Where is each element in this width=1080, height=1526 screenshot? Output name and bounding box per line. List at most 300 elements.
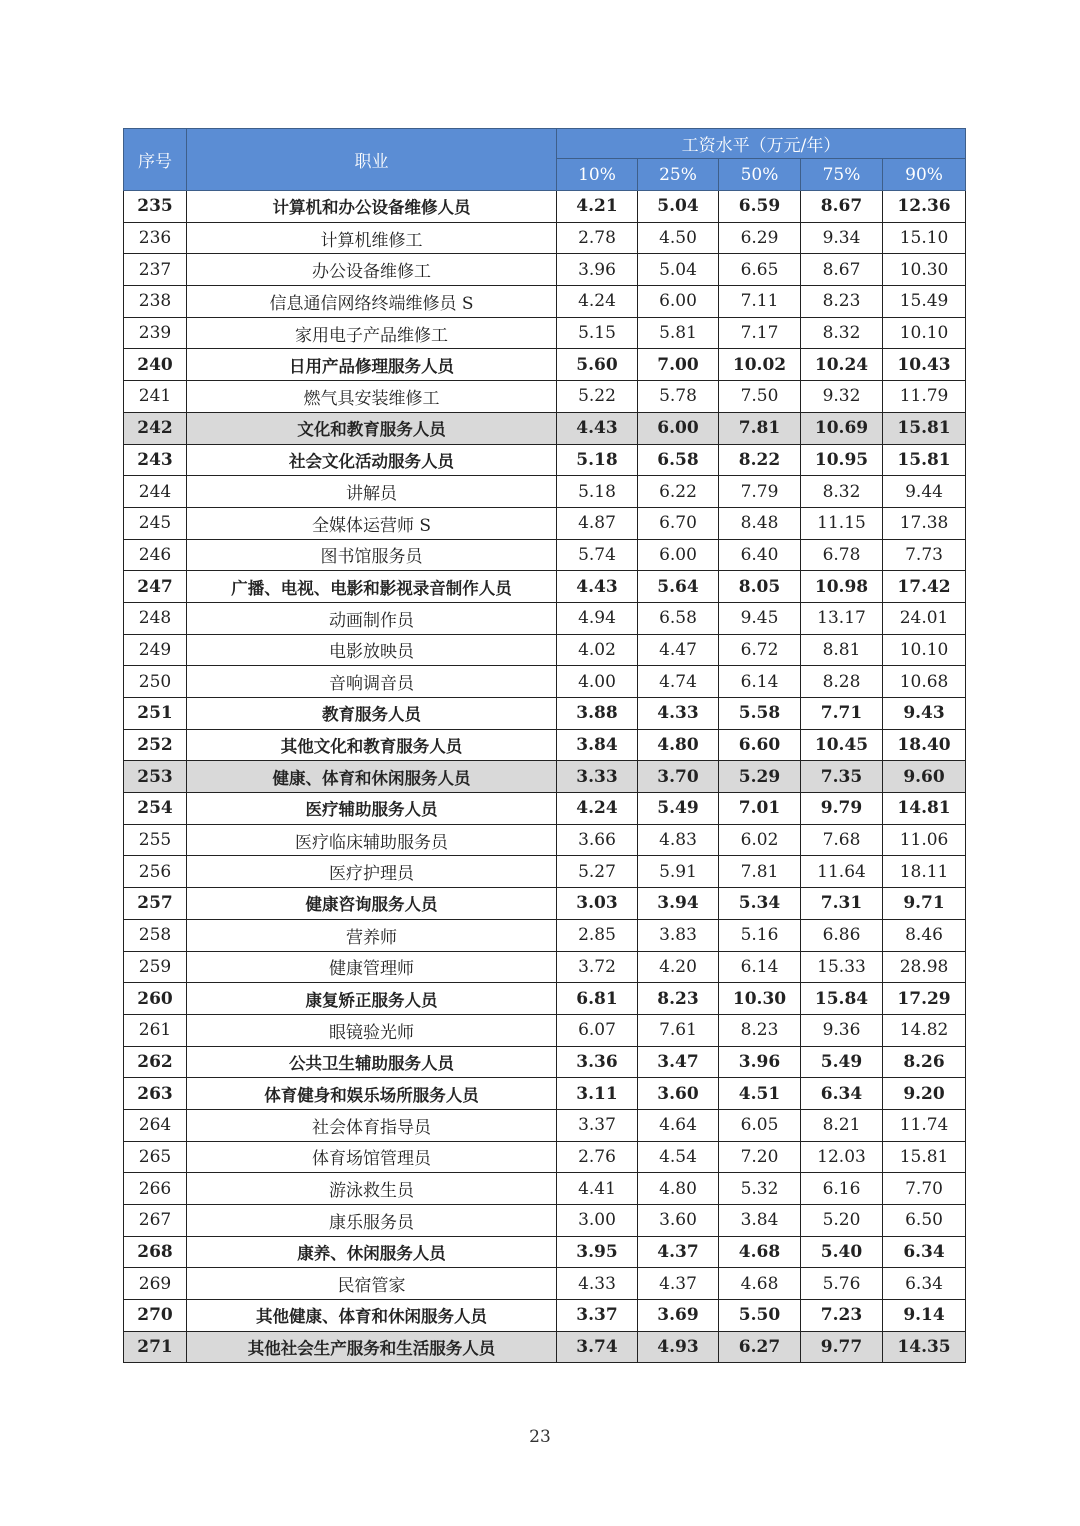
row-wage-p10: 3.11 <box>557 1078 638 1110</box>
table-row <box>124 444 966 476</box>
row-index: 243 <box>124 444 187 476</box>
row-job: 康养、休闲服务人员 <box>187 1236 557 1268</box>
row-wage-p75: 8.28 <box>801 666 883 698</box>
row-job: 民宿管家 <box>187 1268 557 1300</box>
row-wage-p90: 9.14 <box>883 1300 966 1332</box>
header-wage-level: 工资水平（万元/年） <box>557 129 966 159</box>
row-wage-p90: 15.49 <box>883 286 966 318</box>
row-wage-p50: 5.34 <box>719 888 801 920</box>
row-job: 社会文化活动服务人员 <box>187 444 557 476</box>
row-wage-p75: 7.31 <box>801 888 883 920</box>
row-wage-p10: 6.81 <box>557 983 638 1015</box>
row-wage-p25: 5.04 <box>638 254 719 286</box>
row-index: 251 <box>124 698 187 730</box>
row-job: 眼镜验光师 <box>187 1014 557 1046</box>
table-row <box>124 571 966 603</box>
row-job: 计算机维修工 <box>187 222 557 254</box>
row-job: 教育服务人员 <box>187 698 557 730</box>
row-job: 其他文化和教育服务人员 <box>187 729 557 761</box>
table-row <box>124 1109 966 1141</box>
table-row <box>124 824 966 856</box>
row-wage-p75: 10.45 <box>801 729 883 761</box>
row-wage-p50: 6.14 <box>719 951 801 983</box>
row-index: 235 <box>124 191 187 223</box>
row-wage-p90: 14.81 <box>883 793 966 825</box>
row-wage-p90: 14.35 <box>883 1331 966 1363</box>
row-wage-p10: 5.74 <box>557 539 638 571</box>
table-row <box>124 1331 966 1363</box>
row-wage-p50: 6.14 <box>719 666 801 698</box>
row-index: 265 <box>124 1141 187 1173</box>
row-wage-p25: 4.80 <box>638 1173 719 1205</box>
row-wage-p90: 10.10 <box>883 317 966 349</box>
row-index: 245 <box>124 507 187 539</box>
row-wage-p50: 10.02 <box>719 349 801 381</box>
row-wage-p25: 7.00 <box>638 349 719 381</box>
row-wage-p90: 11.74 <box>883 1109 966 1141</box>
table-row <box>124 634 966 666</box>
row-index: 266 <box>124 1173 187 1205</box>
row-wage-p50: 3.96 <box>719 1046 801 1078</box>
row-index: 259 <box>124 951 187 983</box>
row-wage-p75: 7.71 <box>801 698 883 730</box>
row-wage-p75: 7.35 <box>801 761 883 793</box>
wage-table-container <box>123 128 965 1363</box>
row-wage-p10: 4.00 <box>557 666 638 698</box>
row-index: 262 <box>124 1046 187 1078</box>
row-wage-p10: 5.27 <box>557 856 638 888</box>
table-row <box>124 602 966 634</box>
row-job: 图书馆服务员 <box>187 539 557 571</box>
row-wage-p25: 4.80 <box>638 729 719 761</box>
row-wage-p25: 6.00 <box>638 539 719 571</box>
row-wage-p50: 8.23 <box>719 1014 801 1046</box>
row-wage-p50: 6.60 <box>719 729 801 761</box>
row-wage-p75: 5.76 <box>801 1268 883 1300</box>
table-row <box>124 191 966 223</box>
row-job: 广播、电视、电影和影视录音制作人员 <box>187 571 557 603</box>
row-wage-p50: 6.59 <box>719 191 801 223</box>
row-wage-p10: 3.88 <box>557 698 638 730</box>
row-job: 体育场馆管理员 <box>187 1141 557 1173</box>
table-row <box>124 317 966 349</box>
header-p90: 90% <box>883 159 966 191</box>
row-wage-p75: 13.17 <box>801 602 883 634</box>
row-wage-p50: 7.50 <box>719 381 801 413</box>
row-job: 信息通信网络终端维修员 S <box>187 286 557 318</box>
row-wage-p25: 6.58 <box>638 444 719 476</box>
row-wage-p10: 4.24 <box>557 286 638 318</box>
row-wage-p25: 5.81 <box>638 317 719 349</box>
row-wage-p75: 5.20 <box>801 1205 883 1237</box>
table-row <box>124 1141 966 1173</box>
row-wage-p10: 3.84 <box>557 729 638 761</box>
row-wage-p90: 15.81 <box>883 412 966 444</box>
row-index: 244 <box>124 476 187 508</box>
row-wage-p10: 4.94 <box>557 602 638 634</box>
row-wage-p25: 3.60 <box>638 1205 719 1237</box>
row-wage-p50: 6.05 <box>719 1109 801 1141</box>
row-wage-p90: 8.26 <box>883 1046 966 1078</box>
row-wage-p90: 15.81 <box>883 444 966 476</box>
table-row <box>124 507 966 539</box>
row-wage-p10: 4.21 <box>557 191 638 223</box>
row-wage-p25: 3.70 <box>638 761 719 793</box>
row-wage-p50: 4.51 <box>719 1078 801 1110</box>
row-index: 270 <box>124 1300 187 1332</box>
row-index: 239 <box>124 317 187 349</box>
row-wage-p90: 9.43 <box>883 698 966 730</box>
row-index: 242 <box>124 412 187 444</box>
row-wage-p10: 3.66 <box>557 824 638 856</box>
row-job: 医疗临床辅助服务员 <box>187 824 557 856</box>
table-header <box>124 129 966 191</box>
row-wage-p50: 10.30 <box>719 983 801 1015</box>
row-wage-p25: 3.60 <box>638 1078 719 1110</box>
row-wage-p75: 8.23 <box>801 286 883 318</box>
row-job: 营养师 <box>187 919 557 951</box>
table-row <box>124 349 966 381</box>
table-row <box>124 698 966 730</box>
header-p75: 75% <box>801 159 883 191</box>
row-job: 健康、体育和休闲服务人员 <box>187 761 557 793</box>
row-index: 241 <box>124 381 187 413</box>
row-job: 医疗护理员 <box>187 856 557 888</box>
table-row <box>124 983 966 1015</box>
row-index: 248 <box>124 602 187 634</box>
row-wage-p25: 5.04 <box>638 191 719 223</box>
row-wage-p50: 5.16 <box>719 919 801 951</box>
row-wage-p90: 11.79 <box>883 381 966 413</box>
table-row <box>124 666 966 698</box>
row-wage-p50: 6.72 <box>719 634 801 666</box>
row-wage-p75: 10.95 <box>801 444 883 476</box>
row-wage-p10: 2.85 <box>557 919 638 951</box>
row-wage-p50: 5.50 <box>719 1300 801 1332</box>
row-index: 254 <box>124 793 187 825</box>
row-wage-p75: 11.64 <box>801 856 883 888</box>
row-wage-p75: 9.34 <box>801 222 883 254</box>
row-job: 游泳救生员 <box>187 1173 557 1205</box>
row-wage-p50: 7.01 <box>719 793 801 825</box>
header-p10: 10% <box>557 159 638 191</box>
row-wage-p25: 4.37 <box>638 1236 719 1268</box>
row-job: 家用电子产品维修工 <box>187 317 557 349</box>
table-row <box>124 539 966 571</box>
row-index: 264 <box>124 1109 187 1141</box>
table-row <box>124 856 966 888</box>
row-wage-p10: 3.95 <box>557 1236 638 1268</box>
row-wage-p75: 9.77 <box>801 1331 883 1363</box>
row-wage-p75: 9.32 <box>801 381 883 413</box>
row-wage-p10: 5.18 <box>557 444 638 476</box>
row-wage-p10: 3.03 <box>557 888 638 920</box>
row-wage-p90: 17.38 <box>883 507 966 539</box>
row-index: 256 <box>124 856 187 888</box>
row-wage-p50: 7.17 <box>719 317 801 349</box>
row-wage-p75: 5.40 <box>801 1236 883 1268</box>
row-wage-p25: 4.83 <box>638 824 719 856</box>
row-job: 全媒体运营师 S <box>187 507 557 539</box>
row-wage-p75: 10.24 <box>801 349 883 381</box>
row-wage-p90: 7.73 <box>883 539 966 571</box>
row-wage-p90: 10.43 <box>883 349 966 381</box>
row-wage-p10: 3.37 <box>557 1300 638 1332</box>
header-p50: 50% <box>719 159 801 191</box>
row-wage-p50: 5.29 <box>719 761 801 793</box>
row-wage-p25: 4.74 <box>638 666 719 698</box>
row-wage-p25: 6.00 <box>638 286 719 318</box>
row-wage-p50: 6.02 <box>719 824 801 856</box>
table-row <box>124 476 966 508</box>
row-wage-p50: 5.58 <box>719 698 801 730</box>
row-wage-p90: 9.20 <box>883 1078 966 1110</box>
row-job: 体育健身和娱乐场所服务人员 <box>187 1078 557 1110</box>
row-wage-p90: 9.44 <box>883 476 966 508</box>
row-wage-p10: 5.60 <box>557 349 638 381</box>
row-index: 246 <box>124 539 187 571</box>
row-wage-p25: 3.47 <box>638 1046 719 1078</box>
row-wage-p90: 10.10 <box>883 634 966 666</box>
row-index: 238 <box>124 286 187 318</box>
table-row <box>124 729 966 761</box>
row-wage-p10: 5.22 <box>557 381 638 413</box>
row-wage-p75: 6.86 <box>801 919 883 951</box>
table-row <box>124 381 966 413</box>
row-wage-p25: 4.50 <box>638 222 719 254</box>
row-wage-p25: 3.94 <box>638 888 719 920</box>
table-row <box>124 412 966 444</box>
table-row <box>124 761 966 793</box>
row-job: 动画制作员 <box>187 602 557 634</box>
table-row <box>124 222 966 254</box>
header-job: 职业 <box>187 129 557 191</box>
row-wage-p90: 14.82 <box>883 1014 966 1046</box>
row-wage-p90: 28.98 <box>883 951 966 983</box>
row-wage-p25: 5.91 <box>638 856 719 888</box>
row-wage-p50: 6.65 <box>719 254 801 286</box>
row-wage-p90: 10.30 <box>883 254 966 286</box>
row-wage-p90: 11.06 <box>883 824 966 856</box>
table-row <box>124 888 966 920</box>
row-wage-p75: 6.78 <box>801 539 883 571</box>
row-wage-p10: 5.15 <box>557 317 638 349</box>
row-wage-p25: 3.83 <box>638 919 719 951</box>
row-wage-p90: 18.40 <box>883 729 966 761</box>
row-wage-p50: 7.11 <box>719 286 801 318</box>
row-wage-p75: 9.79 <box>801 793 883 825</box>
row-wage-p10: 4.43 <box>557 571 638 603</box>
row-wage-p25: 4.20 <box>638 951 719 983</box>
row-wage-p50: 7.81 <box>719 412 801 444</box>
table-row <box>124 1300 966 1332</box>
row-wage-p50: 4.68 <box>719 1236 801 1268</box>
row-wage-p75: 10.69 <box>801 412 883 444</box>
row-wage-p25: 6.22 <box>638 476 719 508</box>
row-wage-p75: 8.21 <box>801 1109 883 1141</box>
table-row <box>124 1078 966 1110</box>
row-wage-p90: 10.68 <box>883 666 966 698</box>
row-wage-p90: 7.70 <box>883 1173 966 1205</box>
row-wage-p90: 6.34 <box>883 1268 966 1300</box>
row-wage-p25: 5.49 <box>638 793 719 825</box>
row-wage-p10: 5.18 <box>557 476 638 508</box>
row-wage-p50: 8.22 <box>719 444 801 476</box>
row-wage-p10: 4.43 <box>557 412 638 444</box>
row-index: 249 <box>124 634 187 666</box>
row-wage-p10: 3.72 <box>557 951 638 983</box>
row-job: 日用产品修理服务人员 <box>187 349 557 381</box>
row-wage-p10: 3.74 <box>557 1331 638 1363</box>
row-wage-p50: 3.84 <box>719 1205 801 1237</box>
table-row <box>124 793 966 825</box>
row-index: 252 <box>124 729 187 761</box>
row-wage-p75: 7.68 <box>801 824 883 856</box>
table-body <box>124 191 966 1363</box>
row-wage-p25: 4.54 <box>638 1141 719 1173</box>
row-wage-p10: 2.78 <box>557 222 638 254</box>
table-row <box>124 286 966 318</box>
row-wage-p90: 12.36 <box>883 191 966 223</box>
row-index: 261 <box>124 1014 187 1046</box>
row-wage-p90: 6.34 <box>883 1236 966 1268</box>
row-wage-p50: 6.27 <box>719 1331 801 1363</box>
row-index: 260 <box>124 983 187 1015</box>
row-wage-p90: 9.60 <box>883 761 966 793</box>
table-row <box>124 1173 966 1205</box>
row-job: 电影放映员 <box>187 634 557 666</box>
row-wage-p75: 6.34 <box>801 1078 883 1110</box>
table-row <box>124 1046 966 1078</box>
row-wage-p75: 15.84 <box>801 983 883 1015</box>
row-wage-p25: 4.37 <box>638 1268 719 1300</box>
row-wage-p75: 11.15 <box>801 507 883 539</box>
row-wage-p10: 3.96 <box>557 254 638 286</box>
row-job: 办公设备维修工 <box>187 254 557 286</box>
row-job: 医疗辅助服务人员 <box>187 793 557 825</box>
wage-table <box>123 128 966 1363</box>
row-wage-p10: 3.00 <box>557 1205 638 1237</box>
row-wage-p25: 5.78 <box>638 381 719 413</box>
row-wage-p10: 4.41 <box>557 1173 638 1205</box>
table-row <box>124 1236 966 1268</box>
row-wage-p10: 4.33 <box>557 1268 638 1300</box>
row-job: 讲解员 <box>187 476 557 508</box>
row-wage-p75: 5.49 <box>801 1046 883 1078</box>
row-wage-p90: 6.50 <box>883 1205 966 1237</box>
row-wage-p25: 7.61 <box>638 1014 719 1046</box>
row-index: 257 <box>124 888 187 920</box>
header-index: 序号 <box>124 129 187 191</box>
row-index: 253 <box>124 761 187 793</box>
row-job: 健康咨询服务人员 <box>187 888 557 920</box>
row-wage-p25: 6.00 <box>638 412 719 444</box>
row-wage-p50: 7.79 <box>719 476 801 508</box>
row-index: 240 <box>124 349 187 381</box>
row-wage-p50: 6.29 <box>719 222 801 254</box>
row-job: 其他社会生产服务和生活服务人员 <box>187 1331 557 1363</box>
row-wage-p10: 4.24 <box>557 793 638 825</box>
table-row <box>124 951 966 983</box>
row-wage-p25: 4.33 <box>638 698 719 730</box>
row-wage-p10: 4.87 <box>557 507 638 539</box>
row-index: 255 <box>124 824 187 856</box>
row-wage-p50: 4.68 <box>719 1268 801 1300</box>
row-wage-p90: 15.81 <box>883 1141 966 1173</box>
row-index: 236 <box>124 222 187 254</box>
row-wage-p90: 9.71 <box>883 888 966 920</box>
table-row <box>124 1268 966 1300</box>
row-wage-p25: 4.93 <box>638 1331 719 1363</box>
table-row <box>124 1205 966 1237</box>
row-job: 音响调音员 <box>187 666 557 698</box>
row-index: 268 <box>124 1236 187 1268</box>
table-row <box>124 919 966 951</box>
row-wage-p25: 4.47 <box>638 634 719 666</box>
row-wage-p25: 6.58 <box>638 602 719 634</box>
row-wage-p50: 9.45 <box>719 602 801 634</box>
row-wage-p75: 8.67 <box>801 254 883 286</box>
row-wage-p10: 2.76 <box>557 1141 638 1173</box>
row-wage-p75: 7.23 <box>801 1300 883 1332</box>
row-index: 258 <box>124 919 187 951</box>
row-wage-p50: 7.20 <box>719 1141 801 1173</box>
row-wage-p25: 6.70 <box>638 507 719 539</box>
header-p25: 25% <box>638 159 719 191</box>
table-row <box>124 1014 966 1046</box>
row-wage-p25: 8.23 <box>638 983 719 1015</box>
row-job: 社会体育指导员 <box>187 1109 557 1141</box>
row-job: 其他健康、体育和休闲服务人员 <box>187 1300 557 1332</box>
row-wage-p50: 6.40 <box>719 539 801 571</box>
row-wage-p75: 8.32 <box>801 317 883 349</box>
row-wage-p75: 15.33 <box>801 951 883 983</box>
row-index: 250 <box>124 666 187 698</box>
row-index: 269 <box>124 1268 187 1300</box>
row-index: 247 <box>124 571 187 603</box>
row-job: 燃气具安装维修工 <box>187 381 557 413</box>
row-wage-p75: 9.36 <box>801 1014 883 1046</box>
row-job: 健康管理师 <box>187 951 557 983</box>
row-wage-p90: 17.29 <box>883 983 966 1015</box>
row-wage-p50: 8.48 <box>719 507 801 539</box>
row-wage-p10: 4.02 <box>557 634 638 666</box>
row-wage-p25: 4.64 <box>638 1109 719 1141</box>
row-wage-p75: 8.32 <box>801 476 883 508</box>
page-number: 23 <box>529 1427 551 1447</box>
row-wage-p10: 3.36 <box>557 1046 638 1078</box>
row-wage-p90: 8.46 <box>883 919 966 951</box>
row-job: 公共卫生辅助服务人员 <box>187 1046 557 1078</box>
row-wage-p90: 15.10 <box>883 222 966 254</box>
row-wage-p10: 3.33 <box>557 761 638 793</box>
row-wage-p90: 17.42 <box>883 571 966 603</box>
row-wage-p50: 5.32 <box>719 1173 801 1205</box>
row-wage-p75: 10.98 <box>801 571 883 603</box>
row-job: 康复矫正服务人员 <box>187 983 557 1015</box>
row-index: 267 <box>124 1205 187 1237</box>
row-wage-p25: 5.64 <box>638 571 719 603</box>
row-wage-p90: 18.11 <box>883 856 966 888</box>
row-index: 237 <box>124 254 187 286</box>
table-row <box>124 254 966 286</box>
row-wage-p10: 6.07 <box>557 1014 638 1046</box>
row-job: 计算机和办公设备维修人员 <box>187 191 557 223</box>
row-wage-p25: 3.69 <box>638 1300 719 1332</box>
row-index: 271 <box>124 1331 187 1363</box>
row-wage-p50: 8.05 <box>719 571 801 603</box>
row-wage-p75: 8.67 <box>801 191 883 223</box>
